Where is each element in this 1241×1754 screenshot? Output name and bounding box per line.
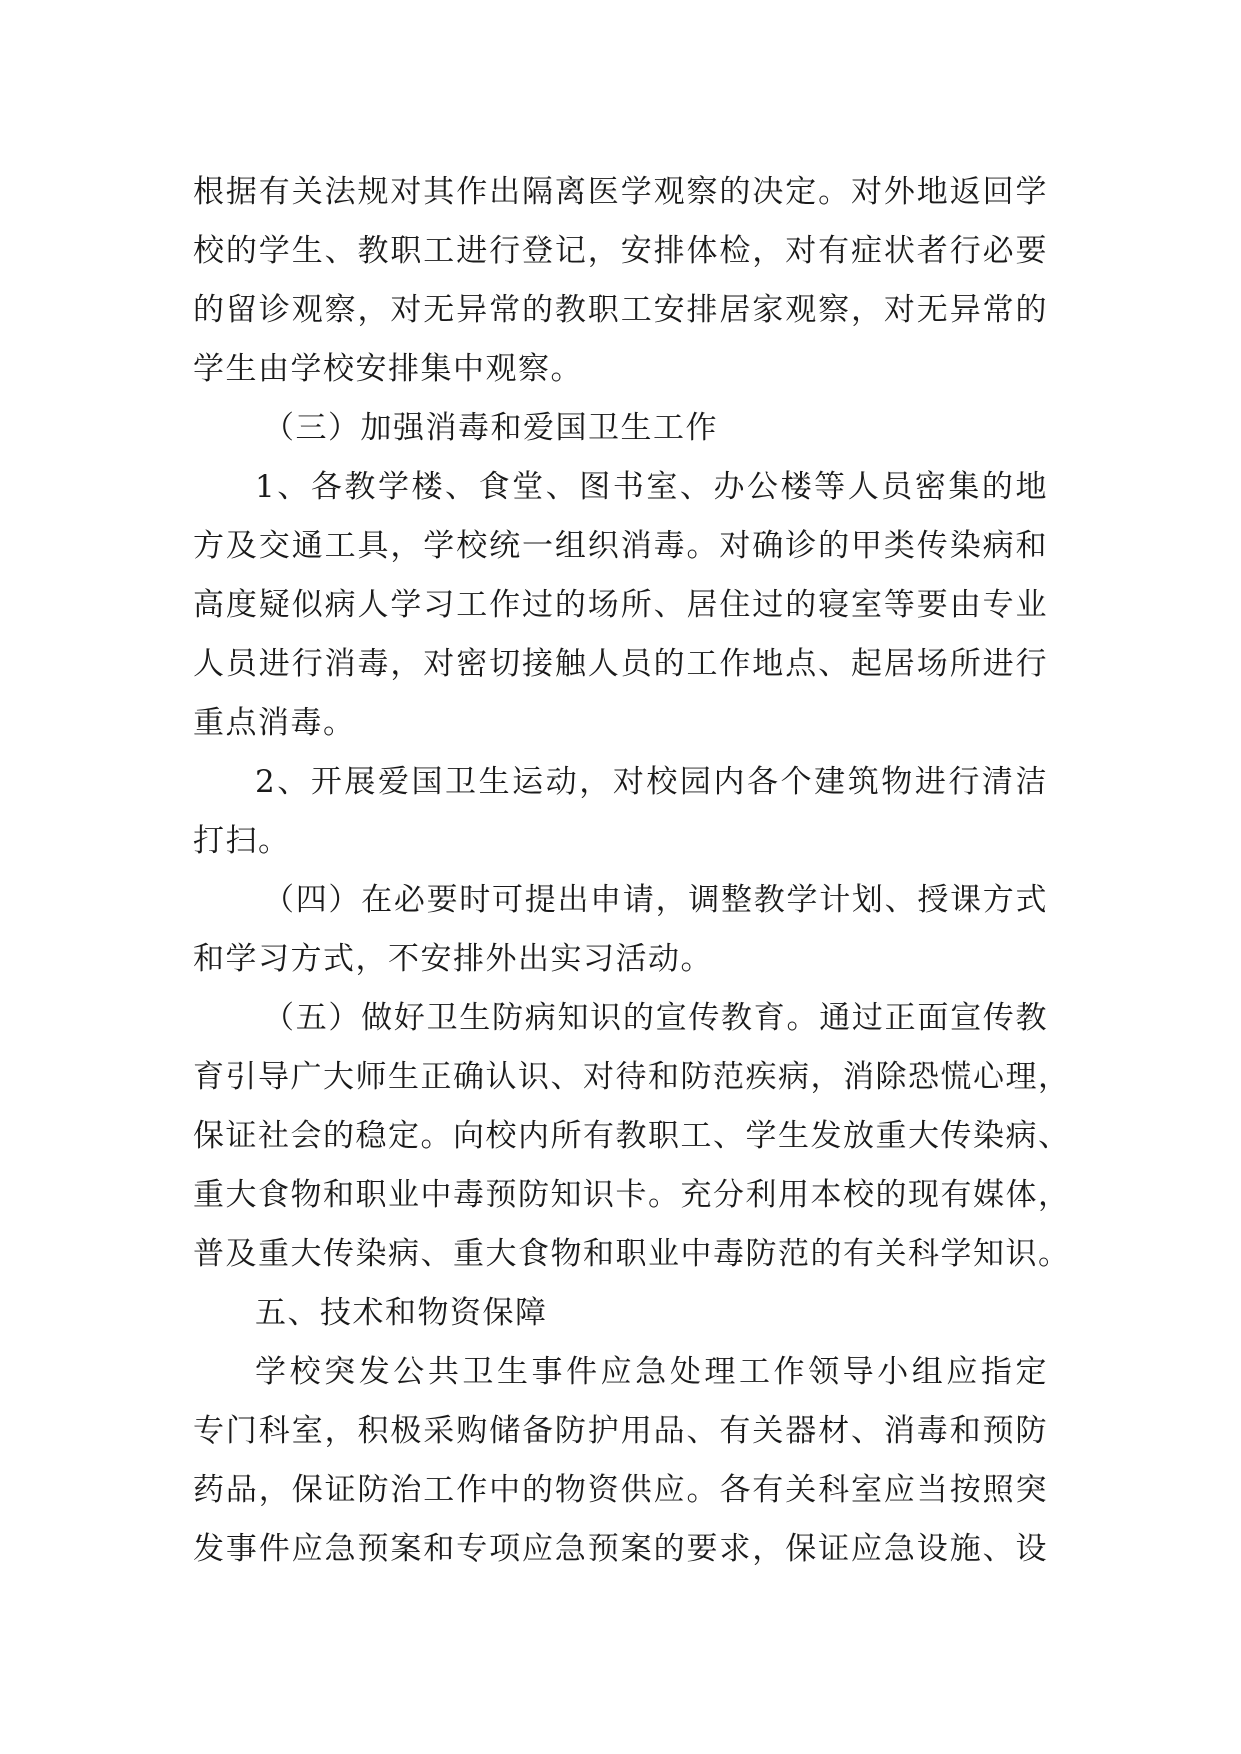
- document-page: [193, 163, 1071, 1579]
- text-line: 的留诊观察，对无异常的教职工安排居家观察，对无异常的: [193, 292, 1048, 328]
- text-line: 药品，保证防治工作中的物资供应。各有关科室应当按照突: [193, 1472, 1048, 1508]
- text-line: 育引导广大师生正确认识、对待和防范疾病，消除恐慌心理，: [193, 1059, 1071, 1095]
- text-line: 方及交通工具，学校统一组织消毒。对确诊的甲类传染病和: [193, 528, 1048, 564]
- section-heading: （五）做好卫生防病知识的宣传教育。通过正面宣传教: [263, 1000, 1048, 1036]
- section-heading: （四）在必要时可提出申请，调整教学计划、授课方式: [263, 882, 1048, 918]
- text-line: 1、各教学楼、食堂、图书室、办公楼等人员密集的地: [255, 469, 1048, 505]
- text-line: 普及重大传染病、重大食物和职业中毒防范的有关科学知识。: [193, 1236, 1071, 1272]
- text-line: 打扫。: [193, 823, 291, 859]
- text-line: 专门科室，积极采购储备防护用品、有关器材、消毒和预防: [193, 1413, 1048, 1449]
- text-line: 学生由学校安排集中观察。: [193, 351, 583, 387]
- text-line: 发事件应急预案和专项应急预案的要求，保证应急设施、设: [193, 1531, 1048, 1567]
- text-line: 和学习方式，不安排外出实习活动。: [193, 941, 713, 977]
- text-line: 学校突发公共卫生事件应急处理工作领导小组应指定: [255, 1354, 1048, 1390]
- text-line: 人员进行消毒，对密切接触人员的工作地点、起居场所进行: [193, 646, 1048, 682]
- text-line: 重大食物和职业中毒预防知识卡。充分利用本校的现有媒体，: [193, 1177, 1071, 1213]
- section-heading: （三）加强消毒和爱国卫生工作: [263, 410, 718, 446]
- text-line: 根据有关法规对其作出隔离医学观察的决定。对外地返回学: [193, 174, 1048, 210]
- text-line: 重点消毒。: [193, 705, 356, 741]
- text-line: 保证社会的稳定。向校内所有教职工、学生发放重大传染病、: [193, 1118, 1071, 1154]
- text-line: 高度疑似病人学习工作过的场所、居住过的寝室等要由专业: [193, 587, 1048, 623]
- section-heading: 五、技术和物资保障: [255, 1295, 548, 1331]
- text-line: 2、开展爱国卫生运动，对校园内各个建筑物进行清洁: [255, 764, 1048, 800]
- text-line: 校的学生、教职工进行登记，安排体检，对有症状者行必要: [193, 233, 1048, 269]
